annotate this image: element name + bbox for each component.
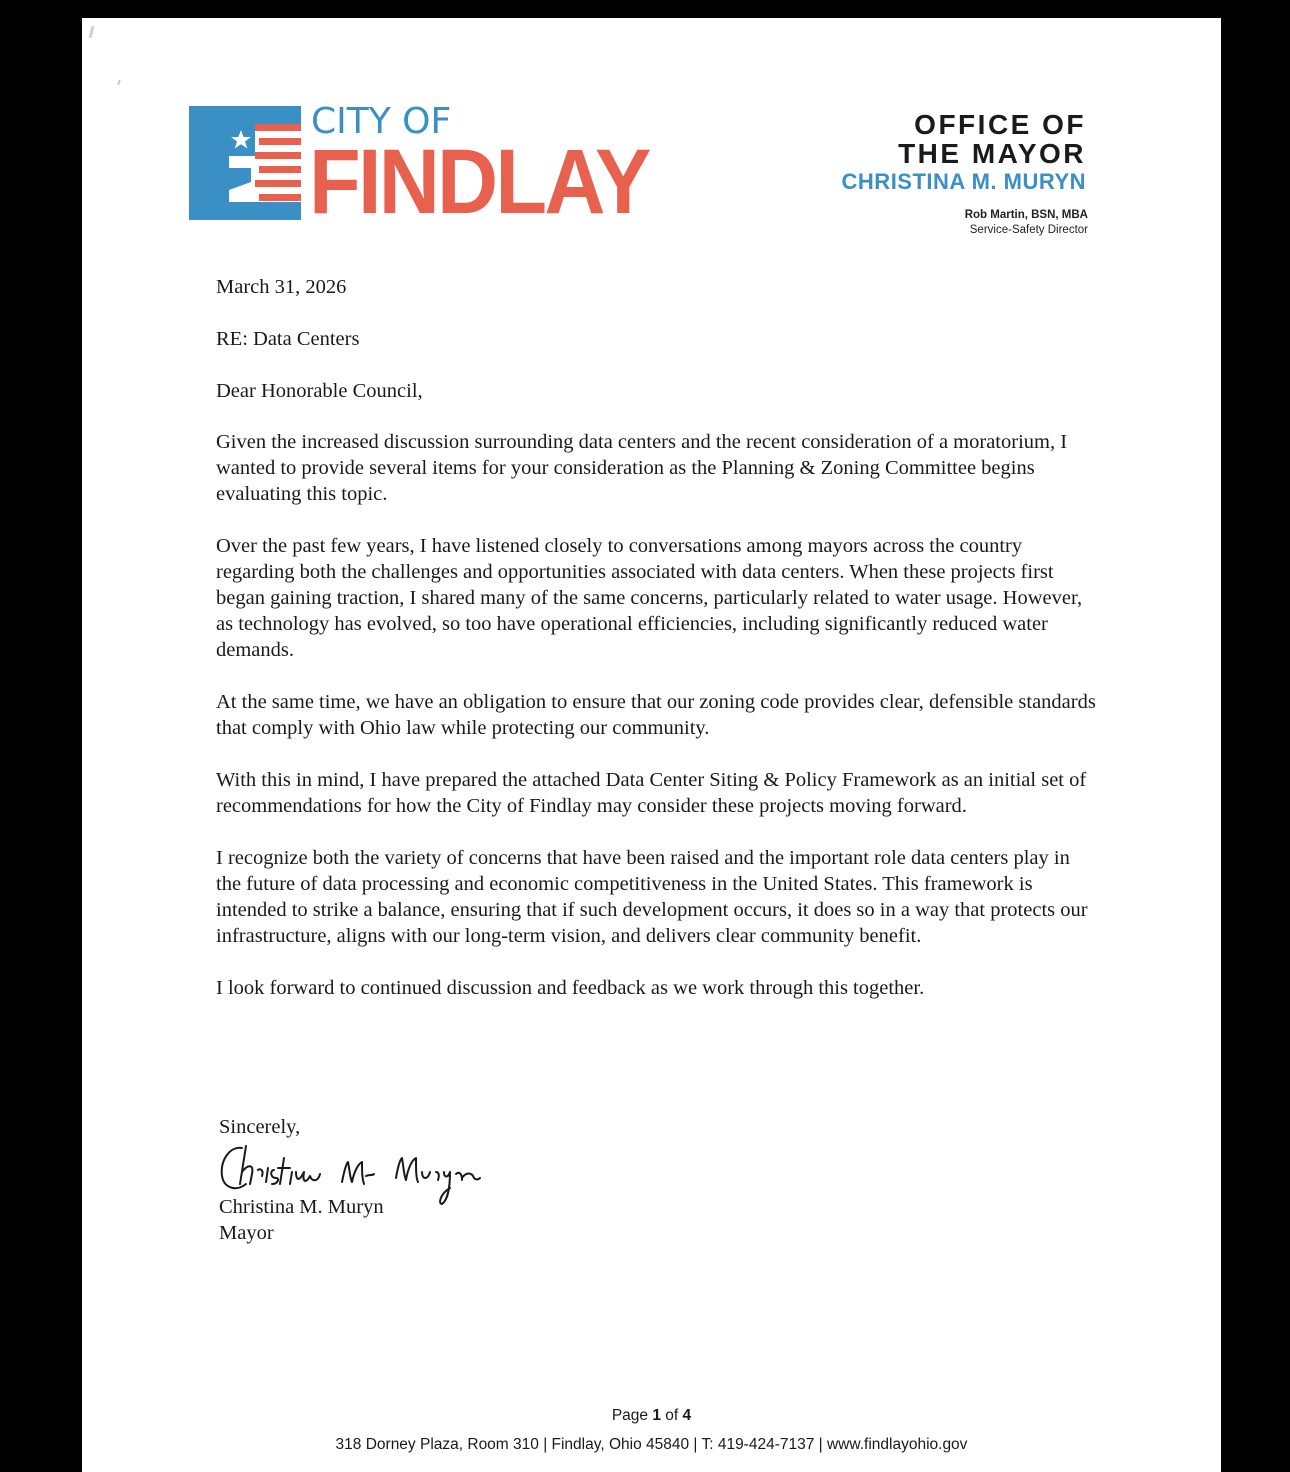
page-total: 4 [682,1407,692,1424]
page-number [82,1407,1221,1425]
scan-speck [117,80,121,85]
letter-closing: Sincerely, [219,1116,301,1138]
flag-logo-icon [189,106,301,220]
director-title: Service-Safety Director [969,224,1088,236]
office-header [842,110,1086,195]
letter-paragraph: I look forward to continued discussion and feedback as we work through this together. [216,977,925,999]
office-line-2: THE MAYOR [898,138,1086,169]
page-current: 1 [652,1407,661,1424]
letter-page [82,18,1221,1472]
letter-paragraph: With this in mind, I have prepared the attached Data Center Siting & Policy Framework as an initial set of recommendations for how the City of Findlay may consider these projects moving forward. [216,769,1087,817]
page-of: of [665,1407,679,1424]
letter-paragraph: I recognize both the variety of concerns that have been raised and the important role data centers play in the future of data processing and economic competitiveness in the United States. This framework is intended to strike a balance, ensuring that if such development occurs, it does so in a way that protects our infrastructure, aligns with our long-term vision, and delivers clear community benefit. [216,847,1088,947]
letter-paragraph: Over the past few years, I have listened closely to conversations among mayors across the country regarding both the challenges and opportunities associated with data centers. When these projects first began gaining traction, I shared many of the same concerns, particularly related to water usage. However, as technology has evolved, so too have operational efficiencies, including significantly reduced water demands. [216,535,1083,661]
director-name: Rob Martin, BSN, MBA [964,209,1088,221]
office-line-1: OFFICE OF [914,109,1086,140]
page-label: Page [611,1407,649,1424]
letter-body [216,274,1096,1027]
letter-subject: RE: Data Centers [216,328,360,350]
logo-findlay-text: FINDLAY [309,131,649,233]
footer-address: 318 Dorney Plaza, Room 310 | Findlay, Ohio 45840 | T: 419-424-7137 | www.findlayohio.gov [335,1436,968,1453]
director-block [965,208,1088,237]
letter-date: March 31, 2026 [216,276,347,298]
letter-salutation: Dear Honorable Council, [216,380,423,402]
city-logo [189,101,709,233]
letter-paragraph: At the same time, we have an obligation to ensure that our zoning code provides clear, defensible standards that comply with Ohio law while protecting our community. [216,691,1096,739]
signer-title: Mayor [219,1222,274,1244]
signer-name: Christina M. Muryn [219,1196,384,1218]
scan-speck [89,26,95,38]
letter-paragraph: Given the increased discussion surrounding data centers and the recent consideration of a moratorium, I wanted to provide several items for your consideration as the Planning & Zoning Committee begins evaluating this topic. [216,431,1068,505]
logo-city-text: CITY OF [311,101,452,142]
mayor-name-header: CHRISTINA M. MURYN [841,169,1086,194]
